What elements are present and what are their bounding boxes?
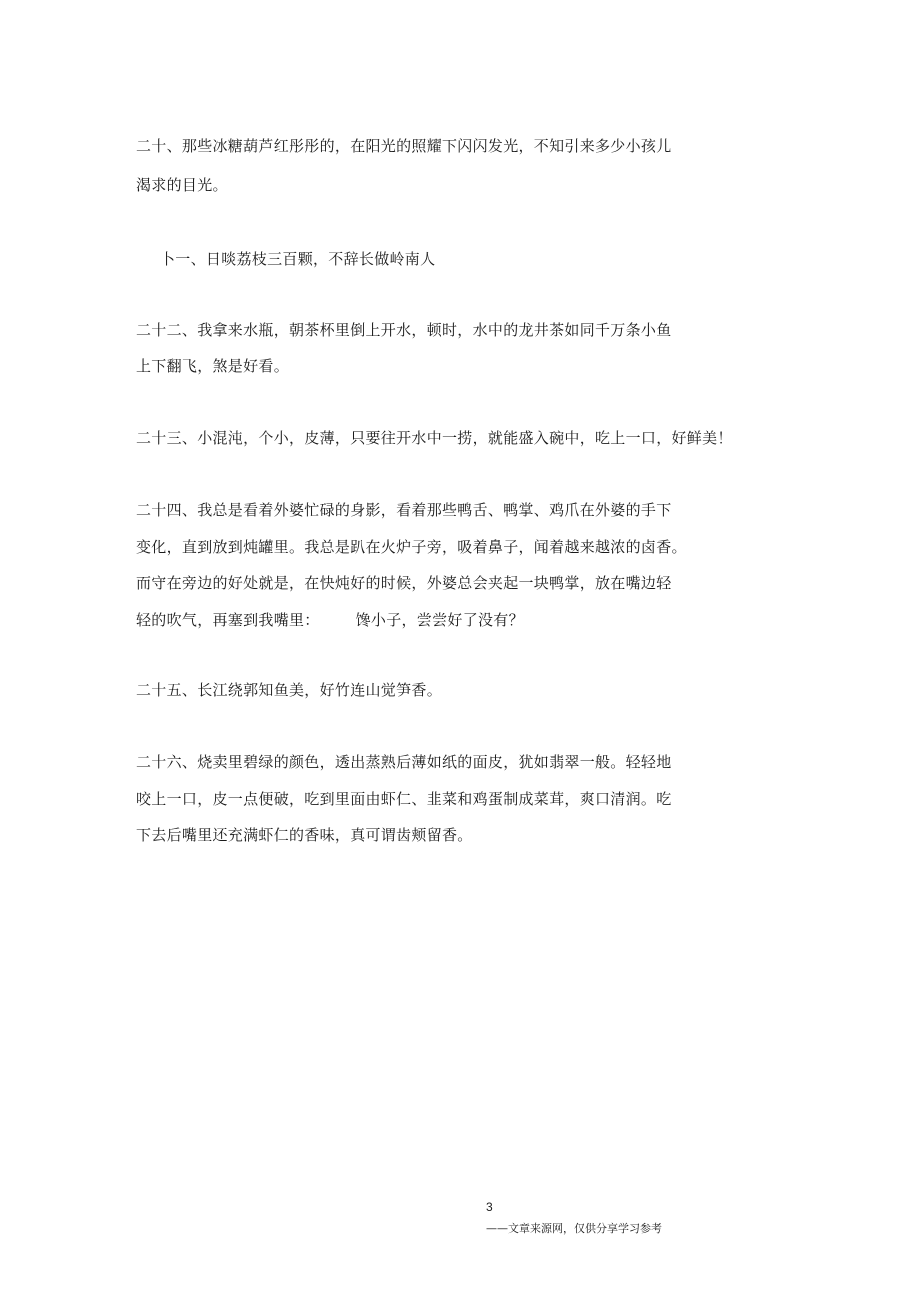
page-number: 3	[486, 1200, 493, 1214]
paragraph-20-line-2: 渴求的目光。	[136, 176, 228, 194]
paragraph-21-line-1: 卜一、日啖荔枝三百颗，不辞长做岭南人	[160, 250, 436, 268]
paragraph-24-line-1: 二十四、我总是看着外婆忙碌的身影，看着那些鸭舌、鸭掌、鸡爪在外婆的手下	[136, 501, 672, 519]
paragraph-24-line-3: 而守在旁边的好处就是，在快炖好的时候，外婆总会夹起一块鸭掌，放在嘴边轻	[136, 574, 672, 592]
paragraph-22-line-2: 上下翻飞，煞是好看。	[136, 357, 290, 375]
paragraph-23-line-1: 二十三、小混沌，个小，皮薄，只要往开水中一捞，就能盛入碗中，吃上一口，好鲜美！	[136, 429, 733, 447]
paragraph-22-line-1: 二十二、我拿来水瓶，朝茶杯里倒上开水，顿时，水中的龙井茶如同千万条小鱼	[136, 321, 672, 339]
paragraph-24-line-2: 变化，直到放到炖罐里。我总是趴在火炉子旁，吸着鼻子，闻着越来越浓的卤香。	[136, 538, 687, 556]
paragraph-24-line-4	[136, 610, 524, 630]
paragraph-26-line-1: 二十六、烧卖里碧绿的颜色，透出蒸熟后薄如纸的面皮，犹如翡翠一般。轻轻地	[136, 753, 672, 771]
paragraph-25-line-1: 二十五、长江绕郭知鱼美，好竹连山觉笋香。	[136, 681, 443, 699]
footer-note: ——文章来源网，仅供分享学习参考	[486, 1222, 662, 1235]
paragraph-24-line-4-part-b: 馋小子，尝尝好了没有？	[355, 611, 524, 629]
paragraph-24-line-4-part-a: 轻的吹气，再塞到我嘴里：	[136, 611, 320, 629]
paragraph-20-line-1: 二十、那些冰糖葫芦红彤彤的，在阳光的照耀下闪闪发光，不知引来多少小孩儿	[136, 137, 672, 155]
paragraph-26-line-3: 下去后嘴里还充满虾仁的香味，真可谓齿颊留香。	[136, 826, 473, 844]
paragraph-26-line-2: 咬上一口，皮一点便破，吃到里面由虾仁、韭菜和鸡蛋制成菜茸，爽口清润。吃	[136, 790, 672, 808]
